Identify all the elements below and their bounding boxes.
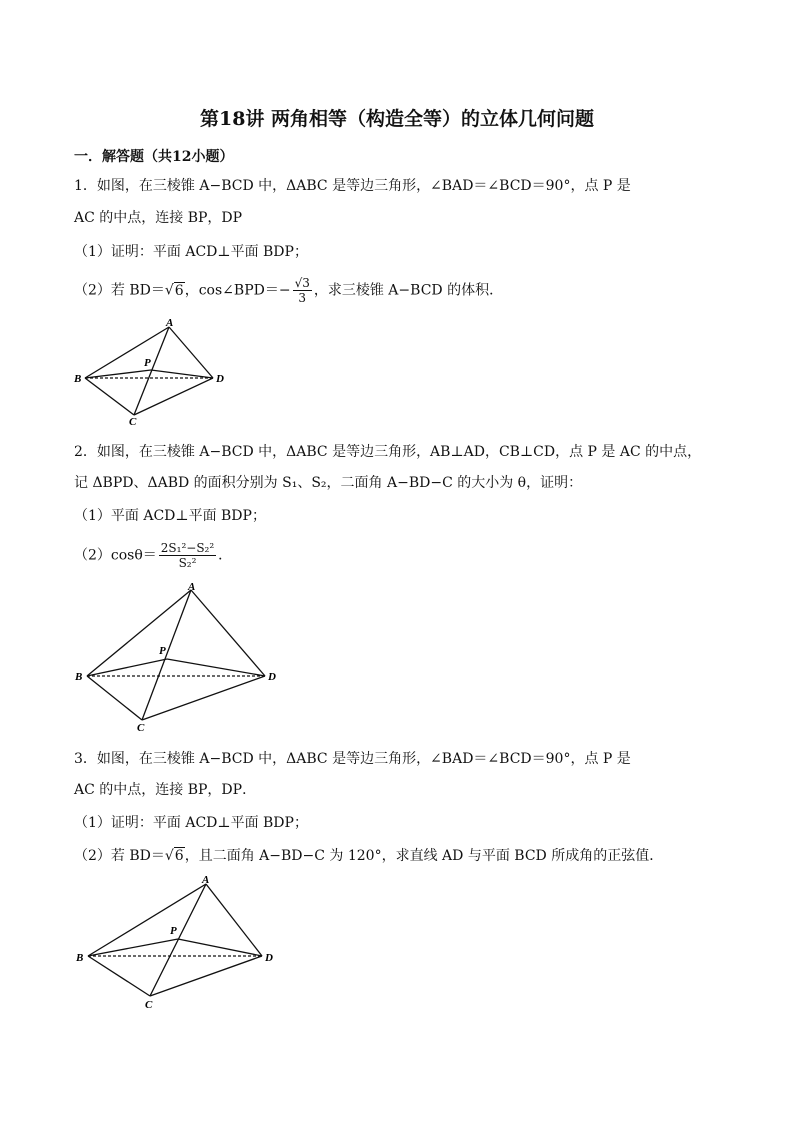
problem-3-part-2-post: ，且二面角 A−BD−C 为 120°，求直线 AD 与平面 BCD 所成角的正弦值．: [184, 848, 664, 864]
vertex-label-a: A: [166, 317, 174, 329]
vertex-label-a: A: [188, 581, 196, 593]
vertex-label-c: C: [137, 722, 145, 734]
problem-1-part-2-pre: （2）若 BD＝: [74, 282, 165, 299]
page-title: 第18讲 两角相等（构造全等）的立体几何问题: [199, 108, 595, 130]
problem-3-figure: [74, 872, 284, 1014]
problem-3-part-2-pre: （2）若 BD＝: [74, 848, 165, 864]
problem-1-figure: [74, 318, 234, 428]
problem-2-part-2: [74, 541, 232, 570]
vertex-label-b: B: [75, 671, 83, 683]
problem-3-part-1: （1）证明：平面 ACD⊥平面 BDP；: [74, 815, 308, 831]
vertex-label-c: C: [129, 416, 137, 428]
vertex-label-c: C: [145, 999, 153, 1011]
vertex-label-d: D: [265, 952, 273, 964]
vertex-label-p: P: [159, 645, 166, 657]
problem-1-statement: 1．如图，在三棱锥 A−BCD 中，ΔABC 是等边三角形，∠BAD＝∠BCD＝90°，点 P 是: [74, 178, 631, 194]
problem-1-part-2: （2）若 BD＝√6，cos∠BPD＝− $\frac{√3}{3}$ ，求三棱锥 A−BCD 的体积．: [74, 276, 504, 305]
problem-2-figure: [74, 582, 284, 734]
problem-1-part-2-post: ，求三棱锥 A−BCD 的体积．: [313, 282, 504, 299]
problem-2-statement-cont: 记 ΔBPD、ΔABD 的面积分别为 S₁、S₂，二面角 A−BD−C 的大小为 θ，证明：: [74, 475, 583, 491]
vertex-label-b: B: [76, 952, 84, 964]
problem-3-statement: 3．如图，在三棱锥 A−BCD 中，ΔABC 是等边三角形，∠BAD＝∠BCD＝90°，点 P 是: [74, 751, 631, 767]
problem-2-fraction: [159, 541, 216, 570]
problem-1-statement-cont: AC 的中点，连接 BP，DP: [74, 210, 243, 226]
problem-2-statement: 2．如图，在三棱锥 A−BCD 中，ΔABC 是等边三角形，AB⊥AD，CB⊥CD，点 P 是 AC 的中点，: [74, 444, 702, 460]
vertex-label-p: P: [144, 357, 151, 369]
fraction-numerator: √3: [294, 276, 310, 290]
vertex-label-b: B: [74, 373, 82, 385]
vertex-label-p: P: [170, 925, 177, 937]
vertex-label-a: A: [202, 874, 210, 886]
problem-1-sqrt-value: 6: [174, 282, 184, 299]
fraction-numerator: 2S₁²−S₂²: [160, 541, 215, 555]
vertex-label-d: D: [268, 671, 276, 683]
problem-3-statement-cont: AC 的中点，连接 BP，DP．: [74, 782, 257, 798]
problem-1-part-1: （1）证明：平面 ACD⊥平面 BDP；: [74, 244, 308, 260]
problem-1-fraction: [293, 276, 312, 305]
problem-2-part-1: （1）平面 ACD⊥平面 BDP；: [74, 508, 266, 524]
problem-3-sqrt-value: 6: [174, 848, 184, 864]
fraction-denominator: S₂²: [178, 556, 197, 570]
problem-1-part-2-mid: ，cos∠BPD＝−: [184, 282, 291, 299]
fraction-denominator: 3: [298, 291, 307, 305]
problem-2-part-2-post: ．: [218, 547, 233, 564]
section-heading: 一．解答题（共12小题）: [74, 149, 234, 165]
vertex-label-d: D: [216, 373, 224, 385]
problem-2-part-2-pre: （2）cosθ＝: [74, 547, 157, 564]
problem-3-part-2: （2）若 BD＝√6，且二面角 A−BD−C 为 120°，求直线 AD 与平面 BCD 所成角的正弦值．: [74, 848, 664, 864]
